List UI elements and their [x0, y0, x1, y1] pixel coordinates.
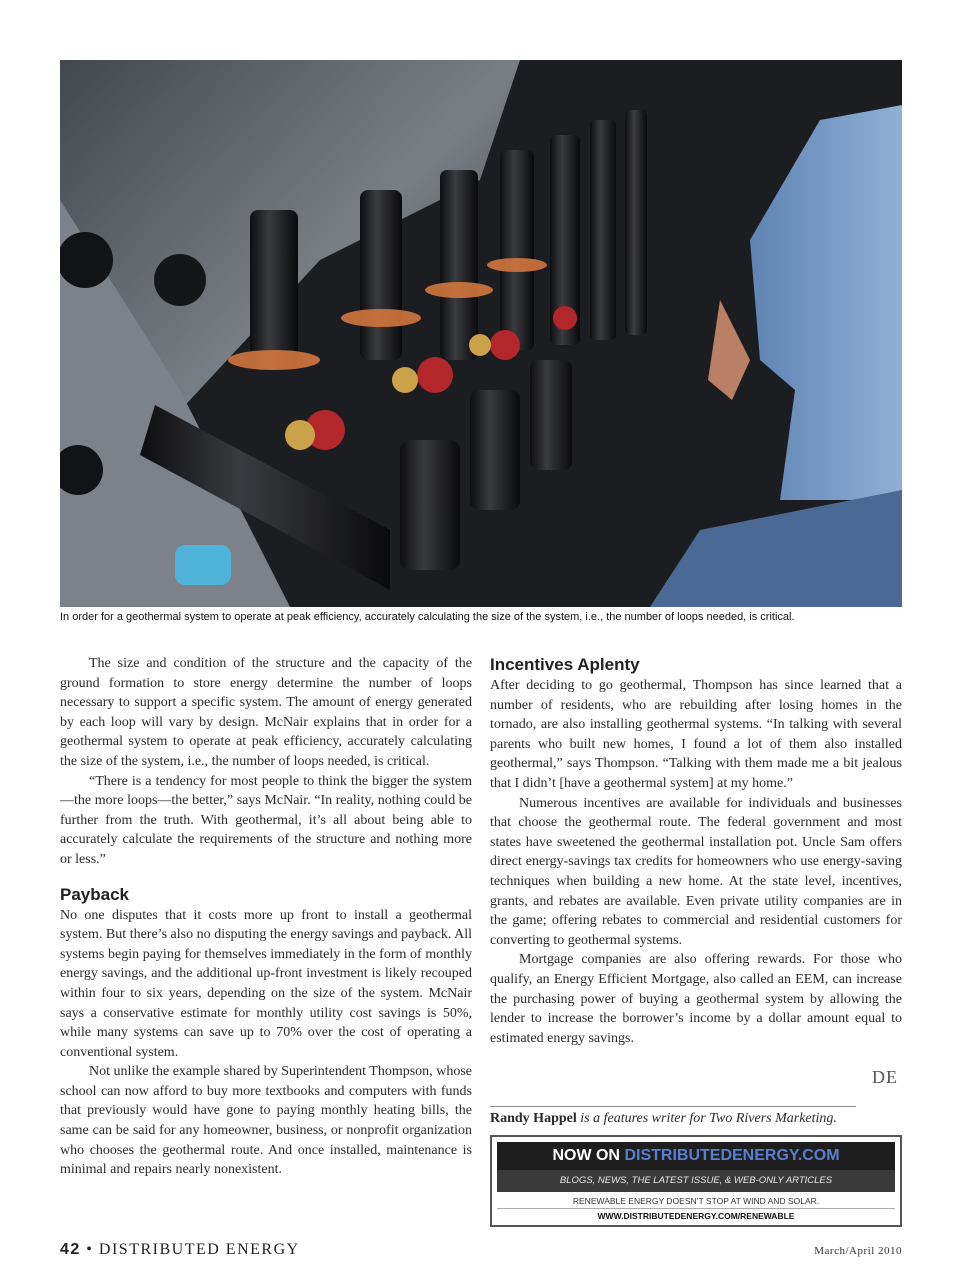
- section-heading-payback: Payback: [60, 884, 129, 904]
- left-column: [60, 654, 472, 1180]
- website-promo-box[interactable]: [490, 1135, 902, 1227]
- issue-date: March/April 2010: [814, 1245, 902, 1257]
- page-folio: [60, 1241, 300, 1259]
- section-heading-incentives: Incentives Aplenty: [490, 655, 640, 674]
- promo-site-name[interactable]: DISTRIBUTEDENERGY.COM: [624, 1147, 840, 1164]
- end-of-article-mark: DE: [872, 1067, 898, 1087]
- folio-bullet: •: [80, 1241, 99, 1258]
- body-paragraph: Numerous incentives are available for individuals and businesses that choose the geothermal route. The federal government and most states have sweetened the geothermal installation pot. Uncle Sam offers direct energy-savings tax credits for homeowners who use energy-saving techniques when building a new home. At the state level, incentives, grants, and rebates are available. Even private utility companies are in the game; offering rebates to commercial and residential customers for converting to geothermal systems.: [490, 795, 902, 948]
- body-paragraph: No one disputes that it costs more up front to install a geothermal system. But there’s also no disputing the energy savings and payback. All systems begin paying for themselves immediately in the form of monthly energy savings, and the additional up-front investment is likely recouped within four to six years, depending on the size of the system. McNair says a conservative estimate for monthly utility cost savings is 50%, while many systems can save up to 70% over the cost of operating a conventional system.: [60, 907, 472, 1060]
- body-paragraph: “There is a tendency for most people to think the bigger the system—the more loops—the better,” says McNair. “In reality, nothing could be further from the truth. With geothermal, it’s all about being able to accurately calculate the requirements of the structure and nothing more or less.”: [60, 773, 472, 867]
- promo-headline: [497, 1142, 895, 1170]
- promo-tagline: RENEWABLE ENERGY DOESN’T STOP AT WIND AND SOLAR.: [497, 1194, 895, 1209]
- right-column: [490, 654, 902, 1048]
- photo-caption: In order for a geothermal system to operate at peak efficiency, accurately calculating the size of the system, i.e., the number of loops needed, is critical.: [60, 611, 795, 623]
- magazine-name: DISTRIBUTED ENERGY: [98, 1241, 300, 1258]
- body-paragraph: The size and condition of the structure and the capacity of the ground formation to store energy determine the number of loops necessary to support a specific system. The amount of energy generated by each loop will vary by design. McNair explains that in order for a geothermal system to operate at peak efficiency, accurately calculating the size of the system, i.e., the number of loops needed, is critical.: [60, 656, 472, 769]
- author-description: is a features writer for Two Rivers Marketing.: [576, 1111, 837, 1126]
- page-number: 42: [60, 1241, 81, 1258]
- promo-url-link[interactable]: WWW.DISTRIBUTEDENERGY.COM/RENEWABLE: [597, 1211, 795, 1221]
- promo-subhead: BLOGS, NEWS, THE LATEST ISSUE, & WEB-ONLY ARTICLES: [497, 1170, 895, 1192]
- body-paragraph: Not unlike the example shared by Superintendent Thompson, whose school can now afford to buy more textbooks and computers with funds that previously would have gone to paying monthly heating bills, the same can be said for any homeowner, business, or nonprofit organization who chooses the geothermal route. And once installed, maintenance is minimal and repairs nearly nonexistent.: [60, 1064, 472, 1178]
- body-paragraph: After deciding to go geothermal, Thompson has since learned that a number of residents, who are rebuilding after losing homes in the tornado, are also installing geothermal systems. “In talking with several parents who built new homes, I found a lot of them also installed geothermal,” says Thompson. “Talking with them made me a bit jealous that I didn’t [have a geothermal system] at my home.”: [490, 678, 902, 791]
- geothermal-manifold-photo: [60, 60, 902, 607]
- promo-headline-prefix: NOW ON: [552, 1147, 625, 1164]
- body-paragraph: Mortgage companies are also offering rewards. For those who qualify, an Energy Efficient Mortgage, also called an EEM, can increase the purchasing power of buying a geothermal system by allowing the lender to increase the borrower’s income by a dollar amount equal to estimated energy savings.: [490, 952, 902, 1046]
- bio-divider: [490, 1106, 856, 1107]
- author-bio: [490, 1109, 902, 1128]
- author-name: Randy Happel: [490, 1111, 577, 1126]
- article-photo: [60, 60, 902, 607]
